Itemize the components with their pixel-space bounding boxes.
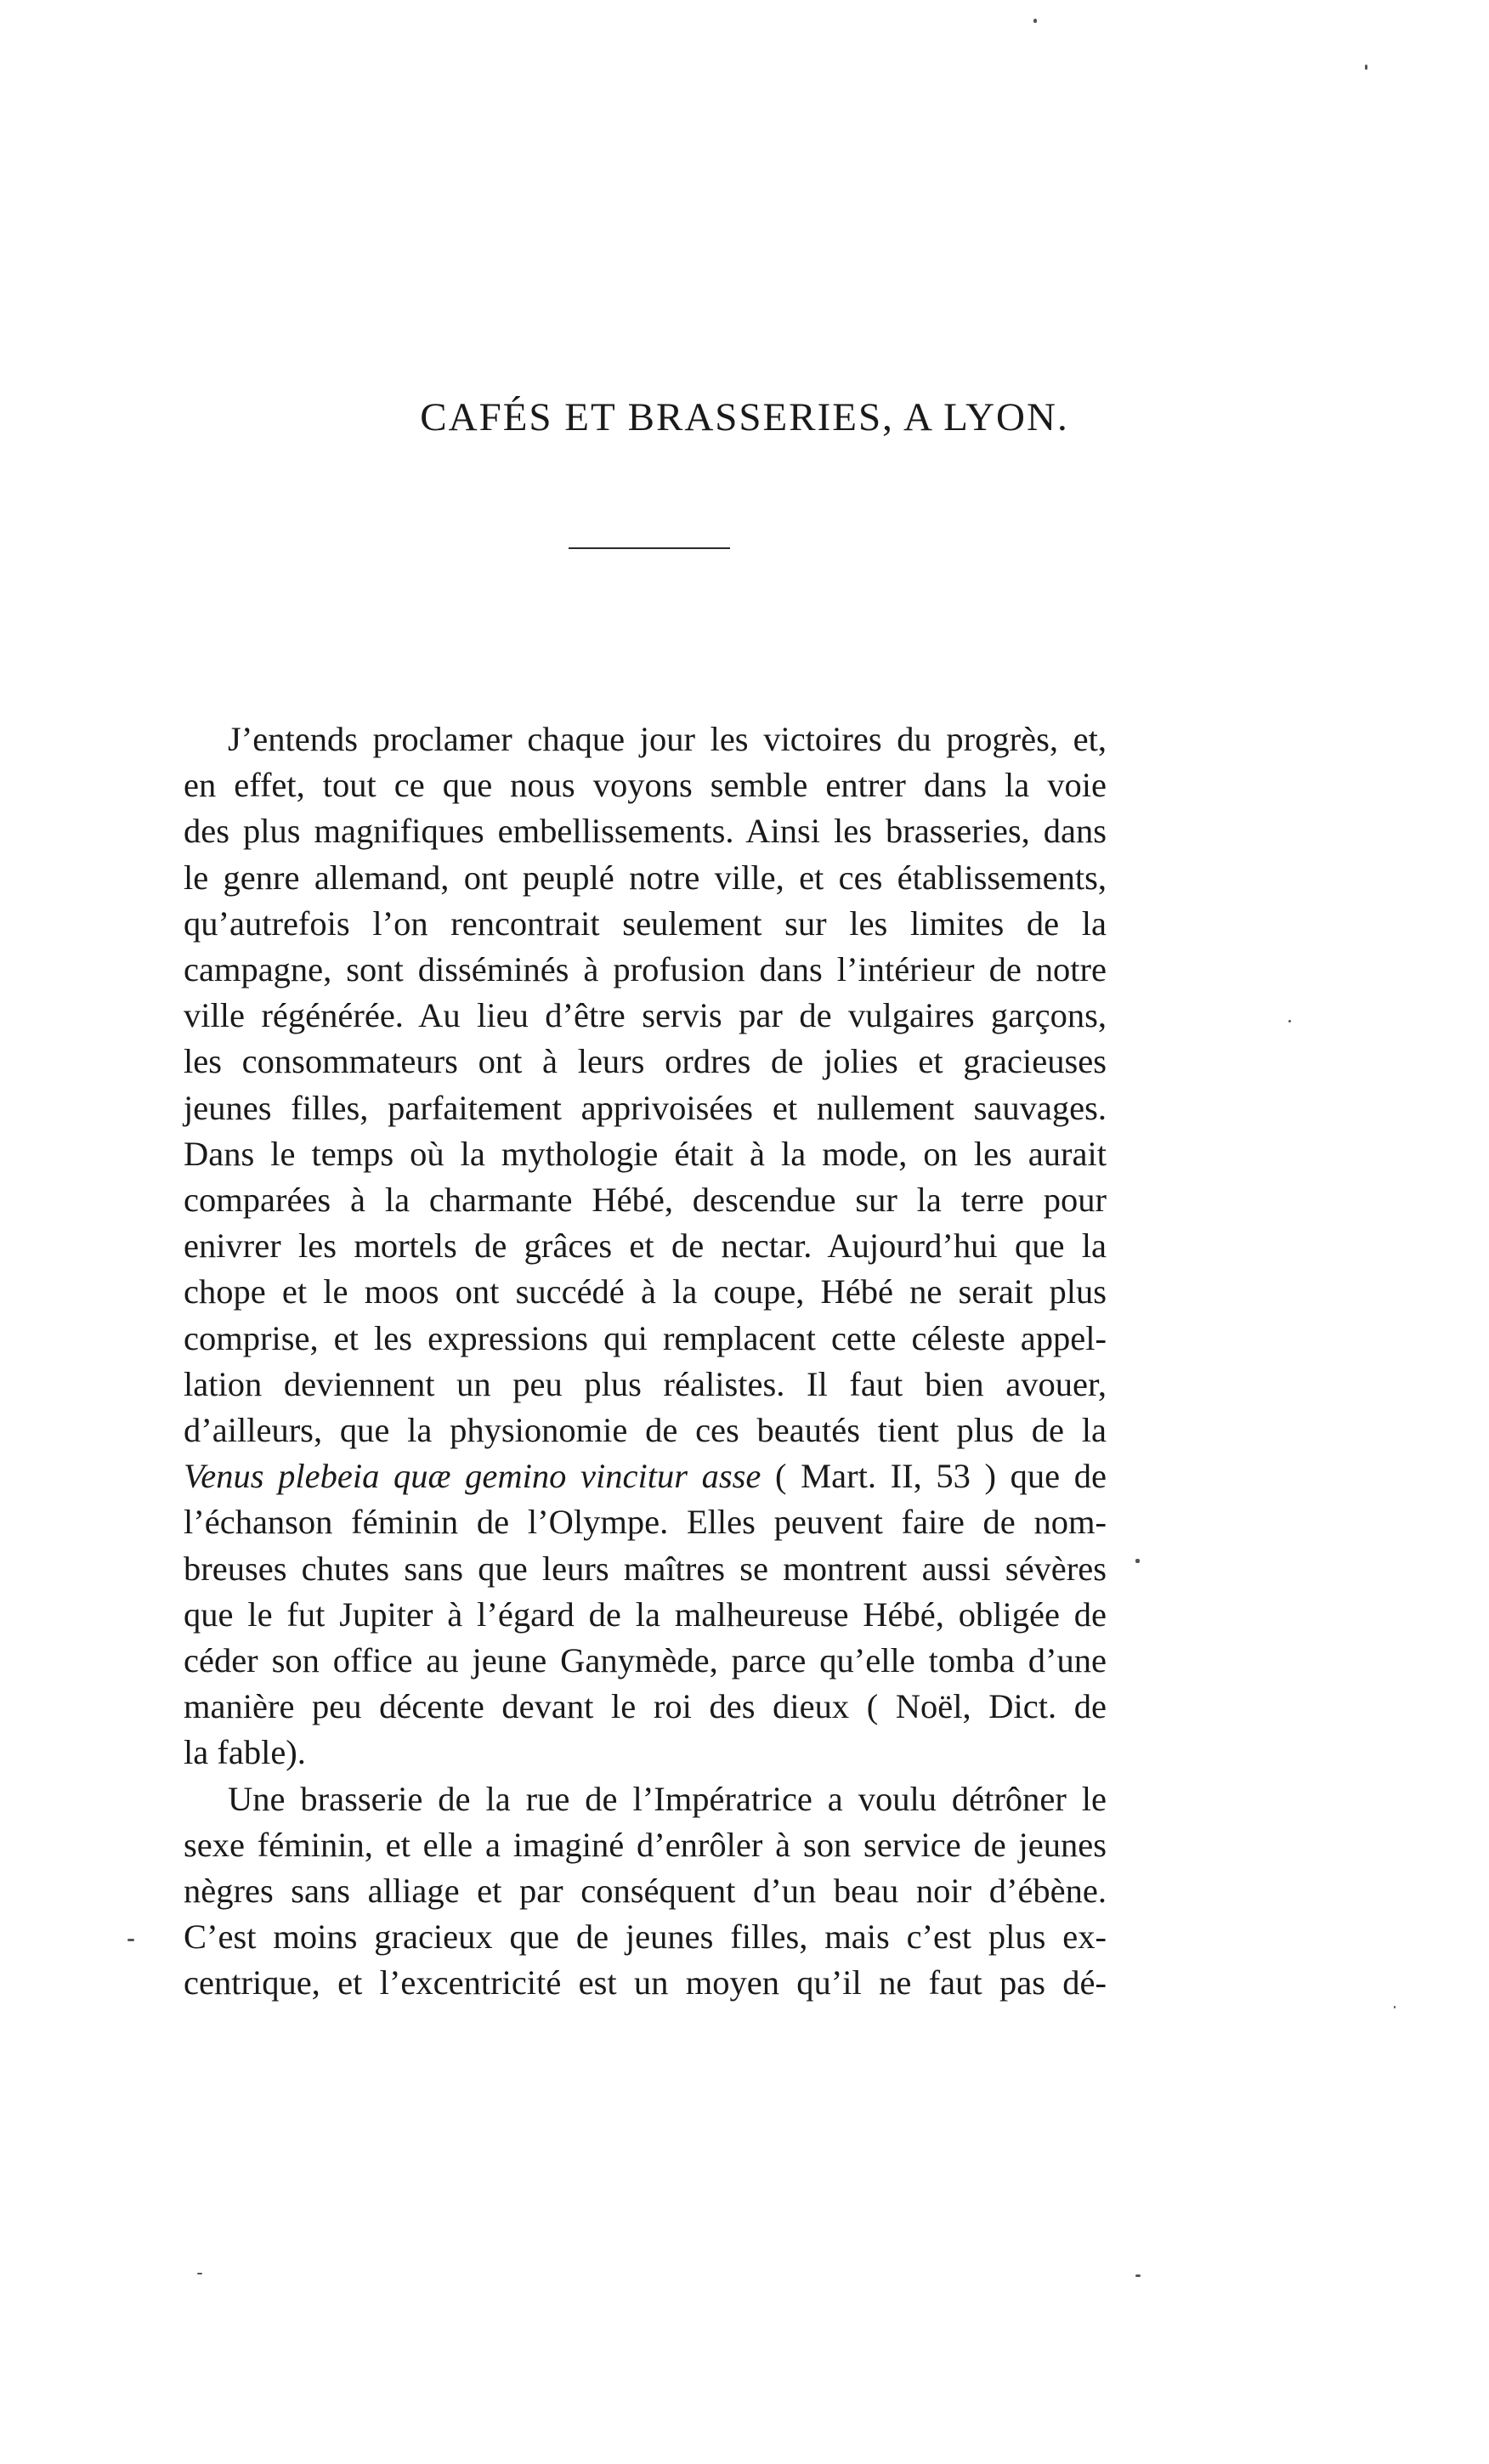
paper-speck [1033, 19, 1037, 23]
paper-speck [197, 2273, 202, 2274]
chapter-title: CAFÉS ET BRASSERIES, A LYON. [420, 395, 1069, 439]
latin-quote: Venus plebeia quæ gemino vincitur asse [184, 1457, 761, 1496]
paragraph-2 [184, 1776, 1107, 2007]
text-line: l’échanson féminin de l’Olympe. Elles peuvent faire de nom- [184, 1503, 1107, 1542]
text-line: J’entends proclamer chaque jour les victoires du progrès, et, [228, 720, 1107, 758]
paper-speck [1135, 1559, 1140, 1563]
citation: ( Mart. II, 53 ) que de [761, 1457, 1107, 1496]
text-line: ville régénérée. Au lieu d’être servis par de vulgaires garçons, [184, 996, 1107, 1035]
text-line: la fable). [184, 1733, 306, 1772]
text-line: centrique, et l’excentricité est un moyen qu’il ne faut pas dé- [184, 1963, 1107, 2002]
text-line: d’ailleurs, que la physionomie de ces beautés tient plus de la [184, 1411, 1107, 1450]
text-line: le genre allemand, ont peuplé notre ville, et ces établissements, [184, 858, 1107, 897]
paper-speck [1288, 1020, 1291, 1022]
text-line: céder son office au jeune Ganymède, parce qu’elle tomba d’une [184, 1641, 1107, 1680]
text-line: enivrer les mortels de grâces et de nectar. Aujourd’hui que la [184, 1226, 1107, 1266]
text-line: qu’autrefois l’on rencontrait seulement sur les limites de la [184, 903, 1107, 943]
text-line: Une brasserie de la rue de l’Impératrice a voulu détrôner le [228, 1779, 1107, 1818]
text-line: nègres sans alliage et par conséquent d’un beau noir d’ébène. [184, 1872, 1107, 1911]
text-line: C’est moins gracieux que de jeunes filles, mais c’est plus ex- [184, 1917, 1107, 1957]
paper-speck [1394, 2006, 1396, 2008]
paper-speck [127, 1939, 134, 1941]
text-line: campagne, sont disséminés à profusion dans l’intérieur de notre [184, 950, 1107, 989]
body-text [184, 717, 1107, 2007]
title-rule [569, 547, 730, 549]
text-line: les consommateurs ont à leurs ordres de jolies et gracieuses [184, 1042, 1107, 1081]
text-line: des plus magnifiques embellissements. Ainsi les brasseries, dans [184, 812, 1107, 851]
paragraph-1 [184, 717, 1107, 1776]
text-line: que le fut Jupiter à l’égard de la malheureuse Hébé, obligée de [184, 1595, 1107, 1634]
text-line: breuses chutes sans que leurs maîtres se montrent aussi sévères [184, 1549, 1107, 1588]
paper-speck [1365, 65, 1367, 70]
text-line-with-latin-quote [184, 1453, 1107, 1499]
paper-speck [1135, 2274, 1141, 2277]
text-line: en effet, tout ce que nous voyons semble entrer dans la voie [184, 766, 1107, 805]
text-line: comparées à la charmante Hébé, descendue sur la terre pour [184, 1181, 1107, 1220]
text-line: manière peu décente devant le roi des dieux ( Noël, Dict. de [184, 1687, 1107, 1726]
text-line: jeunes filles, parfaitement apprivoisées et nullement sauvages. [184, 1088, 1107, 1127]
text-line: chope et le moos ont succédé à la coupe, Hébé ne serait plus [184, 1272, 1107, 1311]
text-line: comprise, et les expressions qui remplacent cette céleste appel- [184, 1318, 1107, 1357]
text-line: Dans le temps où la mythologie était à la mode, on les aurait [184, 1134, 1107, 1173]
text-line: sexe féminin, et elle a imaginé d’enrôler à son service de jeunes [184, 1825, 1107, 1864]
text-line: lation deviennent un peu plus réalistes. Il faut bien avouer, [184, 1364, 1107, 1403]
